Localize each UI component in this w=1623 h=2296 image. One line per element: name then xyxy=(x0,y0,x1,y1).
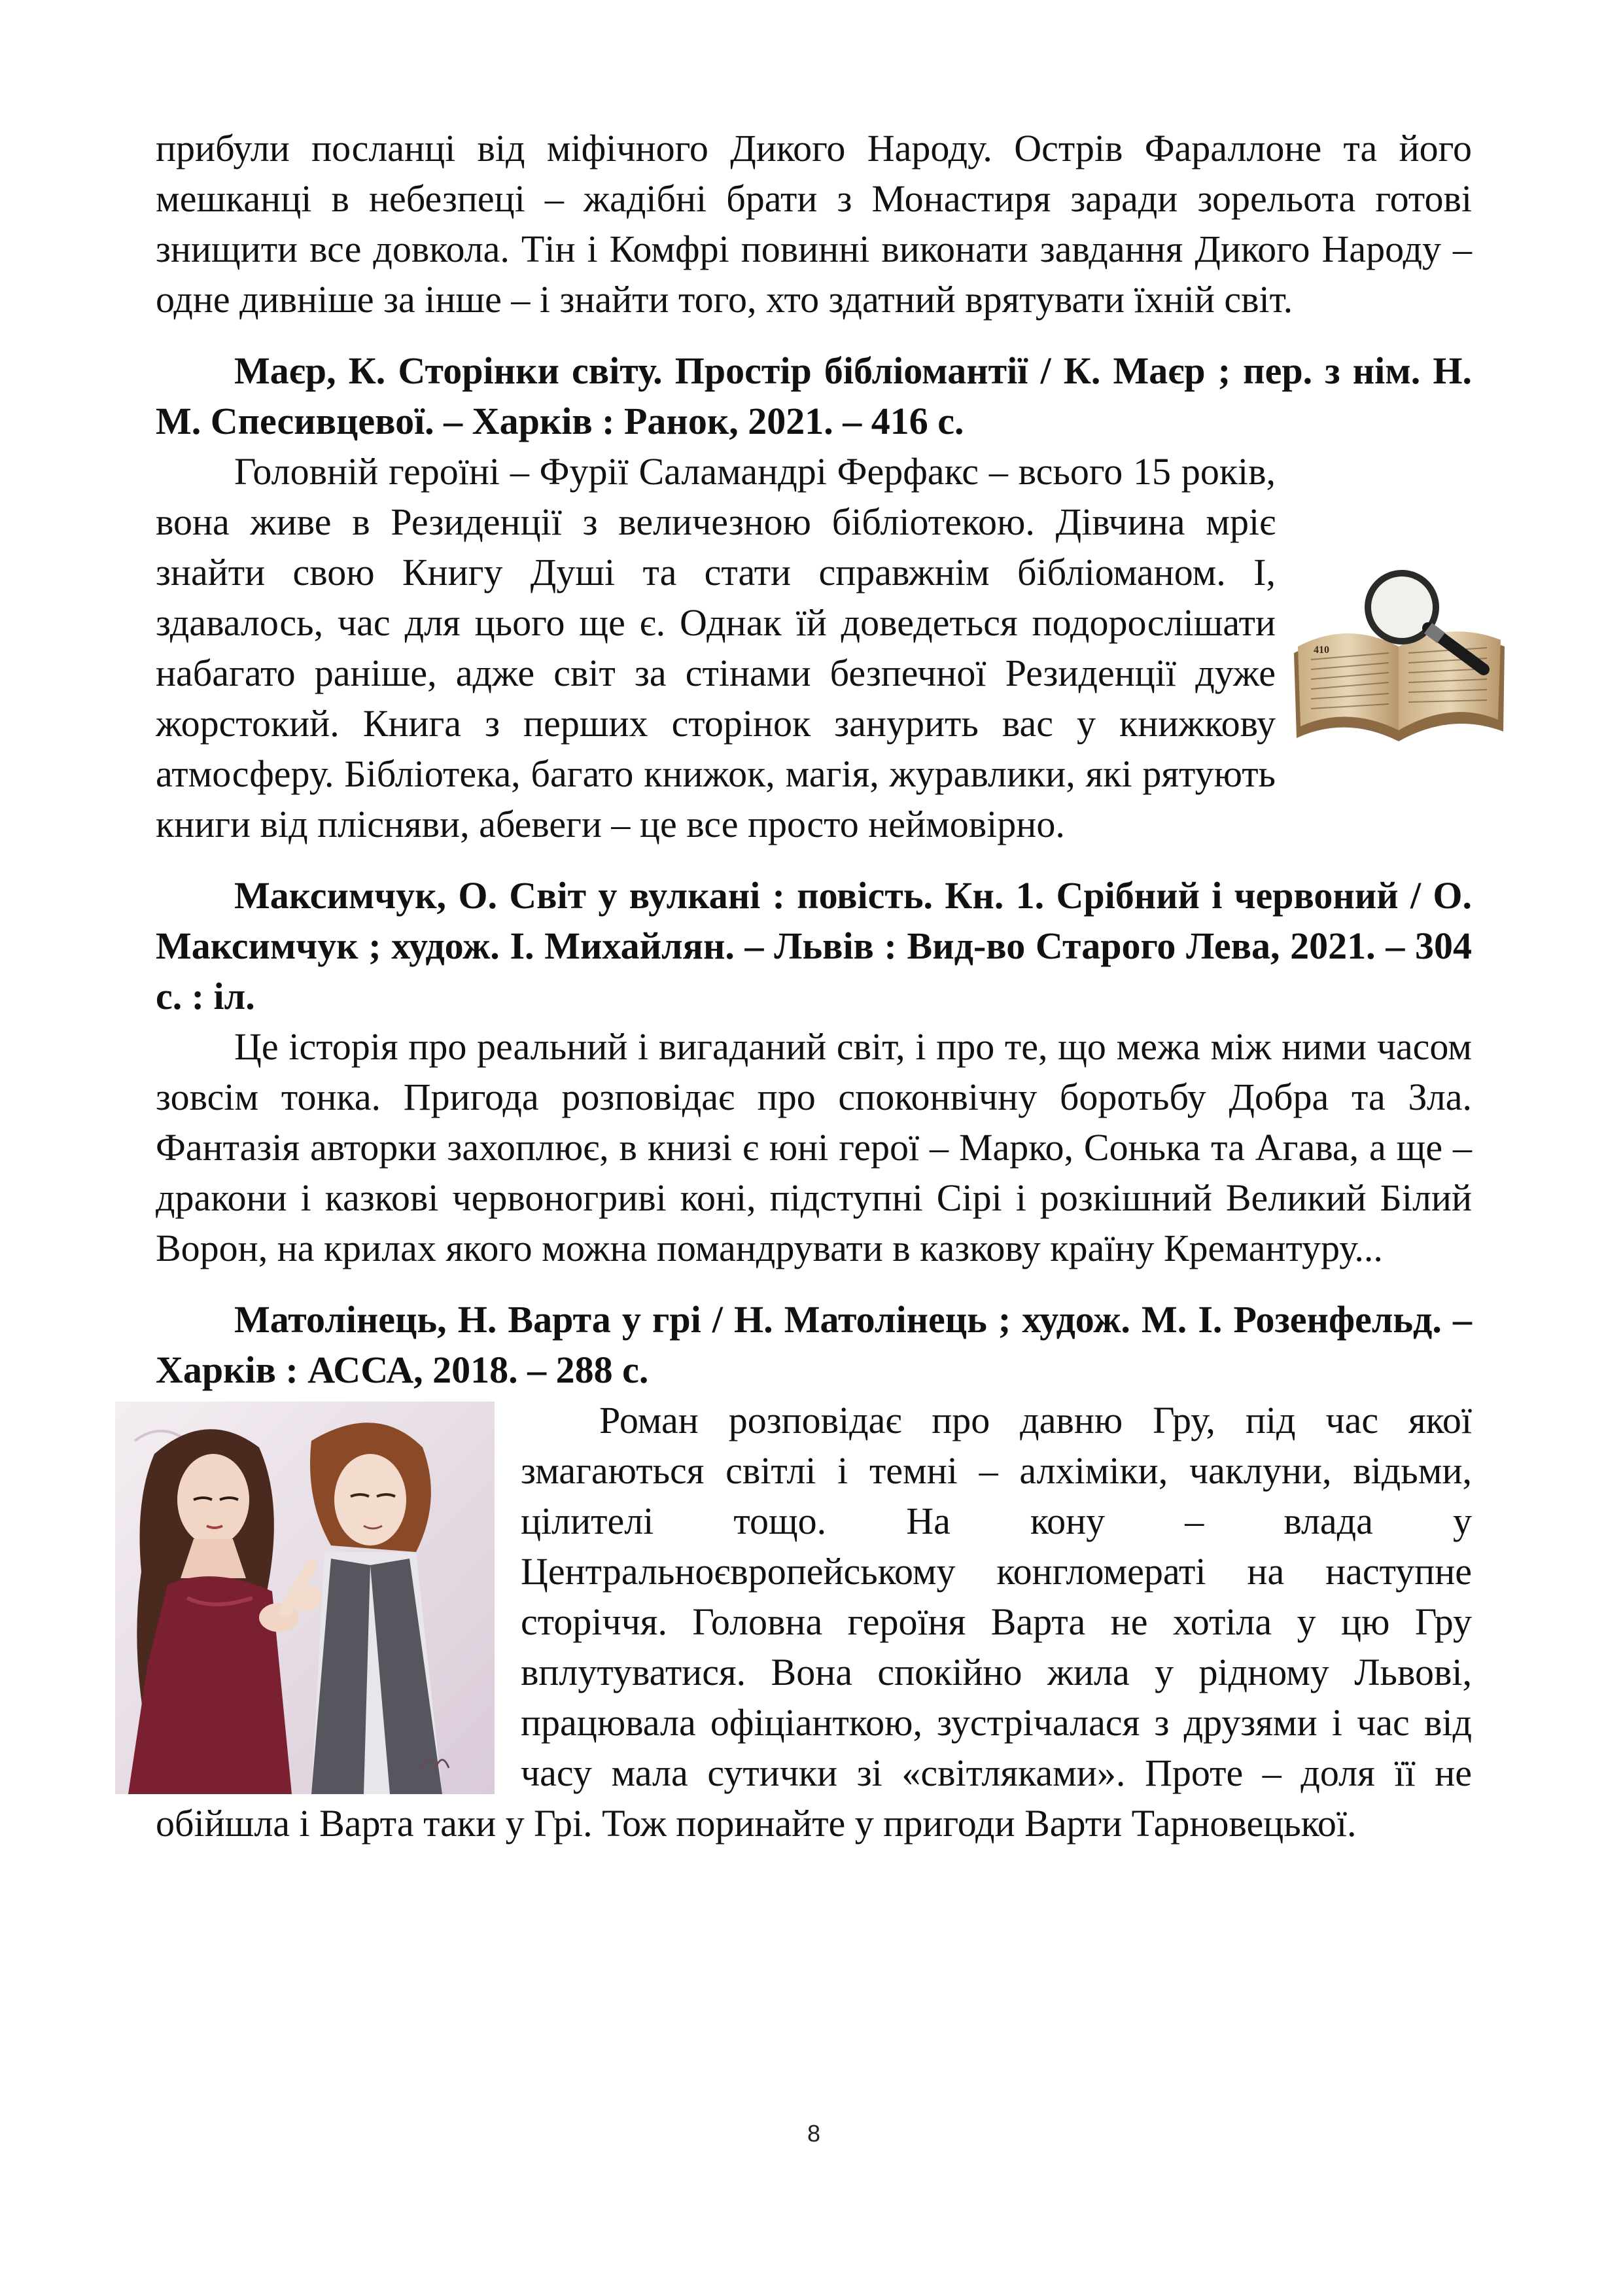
entry-body-2: Це історія про реальний і вигаданий світ, і про те, що межа між ними часом зовсім тонка. Пригода розповідає про споконвічну боротьбу Добра та Зла. Фантазія авторки захоплює, в книзі є юні герої – Марко, Сонька та Агава, а ще – дракони і казкові червоногриві коні, підступні Сірі і розкішний Великий Білий Ворон, на крилах якого можна помандрувати в казкову країну Кремантуру... xyxy=(156,1025,1472,1269)
entry-heading-3: Матолінець, Н. Варта у грі / Н. Матолінець ; худож. М. І. Розенфельд. – Харків : АССА, 2018. – 288 с. xyxy=(156,1298,1472,1391)
book-page-number: 410 xyxy=(1314,645,1329,656)
book-illustration xyxy=(1287,555,1511,759)
two-characters-icon xyxy=(115,1402,495,1794)
intro-paragraph: прибули посланці від міфічного Дикого Народу. Острів Фараллоне та його мешканці в небезпеці – жадібні брати з Монастиря заради зорельота готові знищити все довкола. Тін і Комфрі повинні виконати завдання Дикого Народу – одне дивніше за інше – і знайти того, хто здатний врятувати їхній світ. xyxy=(156,127,1472,321)
document-page xyxy=(156,0,1472,2296)
entry-body-wrapper-1 xyxy=(156,446,1472,849)
page-number: 8 xyxy=(807,2120,821,2147)
open-book-magnifier-icon xyxy=(1287,555,1511,759)
entry-body-1: Головній героїні – Фурії Саламандрі Ферфакс – всього 15 років, вона живе в Резиденції з величезною бібліотекою. Дівчина мріє знайти свою Книгу Душі та стати справжнім бібліоманом. І, здавалось, час для цього ще є. Однак їй доведеться подорослішати набагато раніше, адже світ за стінами безпечної Резиденції дуже жорстокий. Книга з перших сторінок занурить вас у книжкову атмосферу. Бібліотека, багато книжок, магія, журавлики, які рятують книги від плісняви, абевеги – це все просто неймовірно. xyxy=(156,450,1276,845)
entry-body-wrapper-3 xyxy=(156,1395,1472,1848)
characters-illustration xyxy=(115,1402,495,1794)
entry-heading-1: Маєр, К. Сторінки світу. Простір бібліомантії / К. Маєр ; пер. з нім. Н. М. Спесивцевої. – Харків : Ранок, 2021. – 416 с. xyxy=(156,349,1472,442)
entry-heading-2: Максимчук, О. Світ у вулкані : повість. Кн. 1. Срібний і червоний / О. Максимчук ; худож. І. Михайлян. – Львів : Вид-во Старого Лева, 2021. – 304 с. : іл. xyxy=(156,874,1472,1017)
entry-body-3: Роман розповідає про давню Гру, під час якої змагаються світлі і темні – алхіміки, чаклуни, відьми, цілителі тощо. На кону – влада у Центральноєвропейському конгломераті на наступне сторіччя. Головна героїня Варта не хотіла у цю Гру вплутуватися. Вона спокійно жила у рідному Львові, працювала офіціанткою, зустрічалася з друзями і час від часу мала сутички зі «світляками». Проте – доля її не обійшла і Варта таки у Грі. Тож поринайте у пригоди Варти Тарновецької. xyxy=(156,1399,1472,1845)
